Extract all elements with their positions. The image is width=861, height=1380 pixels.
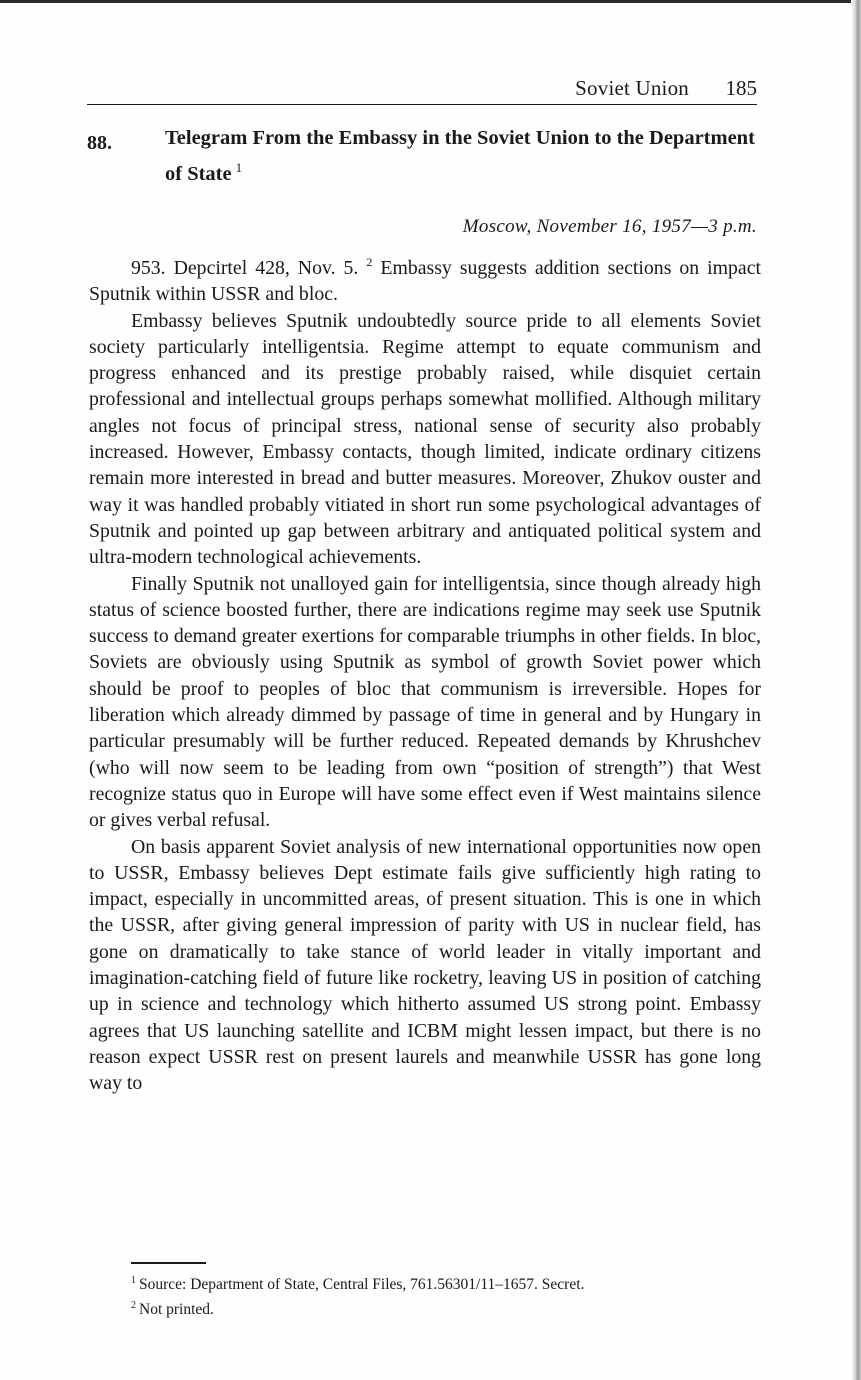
- page-number: 185: [725, 76, 757, 100]
- page-top-edge: [0, 0, 861, 3]
- body-paragraph-3: Finally Sputnik not unalloyed gain for intelligentsia, since though already high status of science boosted further, there are indications regime may seek use Sputnik success to demand greater exertions for comparable triumphs in other fields. In bloc, Soviets are obviously using Sputnik as symbol of growth Soviet power which should be proof to peoples of bloc that communism is irreversible. Hopes for liberation which already dimmed by passage of time in general and by Hungary in particular presumably will be further reduced. Repeated demands by Khrushchev (who will now seem to be leading from own “position of strength”) that West recognize status quo in Europe will have some effect even if West maintains silence or gives verbal refusal.: [89, 572, 761, 832]
- running-head-section: Soviet Union: [575, 76, 689, 100]
- body-paragraph-4: On basis apparent Soviet analysis of new international opportunities now open to USSR, Embassy believes Dept estimate fails give sufficiently high rating to impact, especially in uncommitted areas, of present situation. This is one in which the USSR, after giving general impression of parity with US in nuclear field, has gone on dramatically to take stance of world leader in vitally important and imagination-catching field of future like rocketry, leaving US in position of catching up in science and technology which hitherto assumed US strong point. Embassy agrees that US launching satellite and ICBM might lessen impact, but there is no reason expect USSR rest on present laurels and meanwhile USSR has gone long way to: [89, 835, 761, 1095]
- body-paragraph-1: [89, 255, 761, 308]
- footnote-1-mark: 1: [131, 1275, 136, 1286]
- title-footnote-ref: 1: [235, 160, 243, 175]
- paragraph-1-rest: Embassy suggests addition sections on impact Sputnik within USSR and bloc.: [89, 257, 761, 306]
- page-right-edge: [851, 0, 861, 1380]
- telegram-body: [89, 255, 761, 1097]
- footnote-1: [131, 1270, 761, 1295]
- document-title-text: Telegram From the Embassy in the Soviet Union to the Department of State: [165, 127, 755, 185]
- document-number: 88.: [87, 132, 112, 154]
- footnote-2-text: Not printed.: [139, 1301, 214, 1318]
- body-paragraph-2: Embassy believes Sputnik undoubtedly source pride to all elements Soviet society particularly intelligentsia. Regime attempt to equate communism and progress enhanced and its prestige probably raised, while disquiet certain professional and intellectual groups perhaps somewhat mollified. Although military angles not focus of principal stress, national sense of security also probably increased. However, Embassy contacts, though limited, indicate ordinary citizens remain more interested in bread and butter measures. Moreover, Zhukov ouster and way it was handled probably vitiated in short run some psychological advantages of Sputnik and pointed up gap between arbitrary and antiquated political system and ultra-modern technological achievements.: [89, 309, 761, 569]
- paragraph-1-footnote-ref: 2: [366, 255, 373, 269]
- footnote-2-mark: 2: [131, 1300, 136, 1311]
- footnote-rule: [131, 1262, 206, 1264]
- footnotes: [131, 1270, 761, 1320]
- footnote-1-text: Source: Department of State, Central Files, 761.56301/11–1657. Secret.: [139, 1276, 585, 1293]
- footnote-2: [131, 1295, 761, 1320]
- document-title: [165, 123, 765, 189]
- running-head: [87, 74, 757, 105]
- paragraph-1-lead: 953. Depcirtel 428, Nov. 5.: [131, 257, 359, 279]
- dateline: Moscow, November 16, 1957—3 p.m.: [462, 216, 757, 237]
